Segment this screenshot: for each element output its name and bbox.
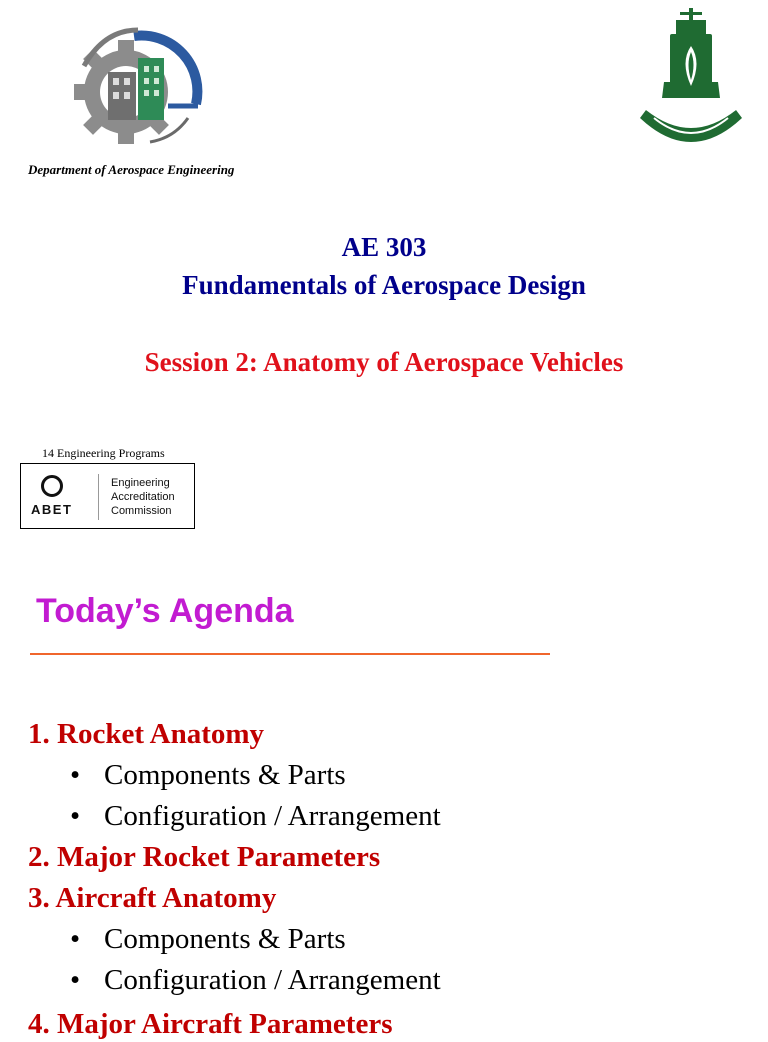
bullet-icon: • [70,759,81,791]
agenda-subitem [70,962,441,998]
agenda-item [28,1006,392,1042]
agenda-item [28,716,264,752]
abet-wordmark: ABET [31,502,73,517]
abet-line: Accreditation [111,491,175,503]
course-title: Fundamentals of Aerospace Design [182,270,586,300]
king-abdulaziz-university-logo [632,6,750,158]
bullet-icon: • [70,964,81,996]
abet-logo [20,463,195,529]
agenda-subitem-label: Components & Parts [104,923,346,955]
agenda-title: Today’s Agenda [36,592,294,630]
agenda-item [28,839,380,875]
agenda-item-label: 4. Major Aircraft Parameters [28,1008,393,1040]
abet-divider [98,474,99,520]
agenda-subitem [70,798,441,834]
faculty-of-engineering-logo [64,22,208,157]
accreditation-note: 14 Engineering Programs [42,446,165,460]
abet-line: Engineering [111,477,170,489]
abet-line: Commission [111,505,172,517]
agenda-item-label: 1. Rocket Anatomy [28,718,265,750]
bullet-icon: • [70,800,81,832]
agenda-divider [30,653,550,655]
agenda-item-label: 2. Major Rocket Parameters [28,841,381,873]
department-label: Department of Aerospace Engineering [28,162,235,177]
agenda-subitem-label: Configuration / Arrangement [104,964,441,996]
agenda-subitem [70,921,346,957]
agenda-subitem [70,757,346,793]
agenda-subitem-label: Components & Parts [104,759,346,791]
agenda-subitem-label: Configuration / Arrangement [104,800,441,832]
bullet-icon: • [70,923,81,955]
abet-ring-icon [41,475,63,497]
agenda-item-label: 3. Aircraft Anatomy [28,882,277,914]
agenda-item [28,880,276,916]
abet-commission [111,476,175,518]
course-code: AE 303 [341,232,427,262]
session-title: Session 2: Anatomy of Aerospace Vehicles [144,347,624,377]
